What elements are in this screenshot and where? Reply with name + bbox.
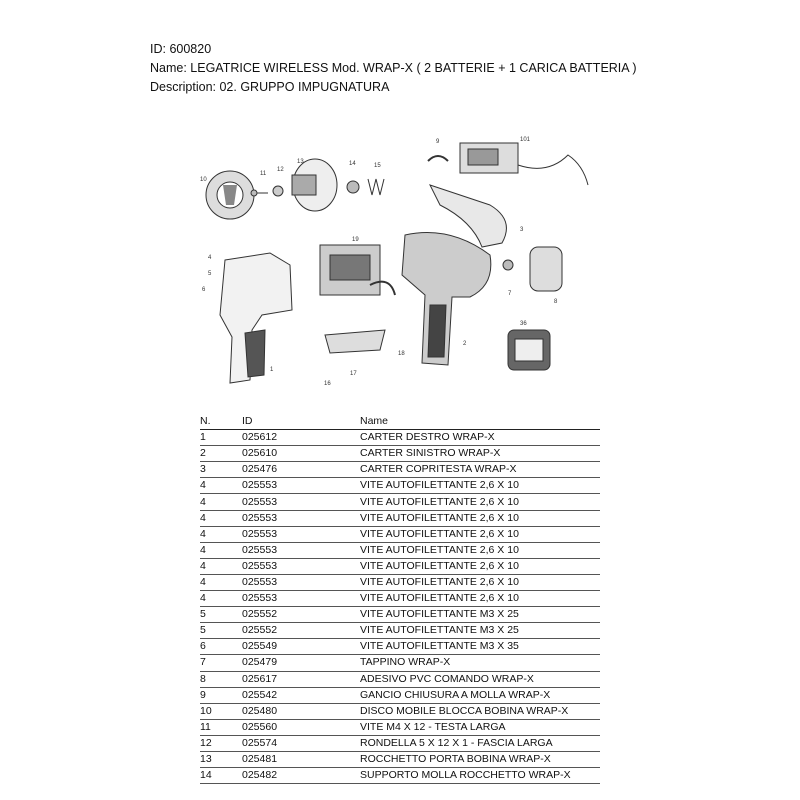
part-12-washer — [273, 186, 283, 196]
cell-n: 4 — [200, 494, 242, 510]
callout-16: 16 — [324, 381, 331, 387]
cell-n: 13 — [200, 751, 242, 767]
cell-id: 025482 — [242, 768, 360, 784]
callout-13: 13 — [297, 159, 304, 165]
table-row — [200, 607, 600, 623]
table-row — [200, 591, 600, 607]
cell-name: VITE AUTOFILETTANTE 2,6 X 10 — [360, 558, 600, 574]
callout-5: 5 — [208, 271, 212, 277]
cell-name: VITE AUTOFILETTANTE 2,6 X 10 — [360, 494, 600, 510]
table-row — [200, 751, 600, 767]
name-line: Name: LEGATRICE WIRELESS Mod. WRAP-X ( 2 BATTERIE + 1 CARICA BATTERIA ) — [150, 61, 637, 75]
callout-101: 101 — [520, 137, 531, 143]
cell-id: 025553 — [242, 591, 360, 607]
part-15-spring — [368, 179, 384, 195]
cell-n: 4 — [200, 574, 242, 590]
cell-id: 025574 — [242, 735, 360, 751]
cell-n: 5 — [200, 607, 242, 623]
cell-name: CARTER COPRITESTA WRAP-X — [360, 462, 600, 478]
cell-id: 025476 — [242, 462, 360, 478]
cell-n: 11 — [200, 719, 242, 735]
part-101-charger — [460, 143, 588, 185]
table-row — [200, 494, 600, 510]
cell-name: VITE AUTOFILETTANTE 2,6 X 10 — [360, 591, 600, 607]
cell-id: 025553 — [242, 478, 360, 494]
callout-36: 36 — [520, 321, 527, 327]
table-row — [200, 558, 600, 574]
cell-n: 4 — [200, 510, 242, 526]
parts-table — [200, 414, 600, 784]
table-row — [200, 768, 600, 784]
cell-name: GANCIO CHIUSURA A MOLLA WRAP-X — [360, 687, 600, 703]
cell-name: CARTER SINISTRO WRAP-X — [360, 446, 600, 462]
cell-id: 025553 — [242, 542, 360, 558]
cell-id: 025553 — [242, 574, 360, 590]
callout-6: 6 — [202, 287, 206, 293]
cell-name: VITE AUTOFILETTANTE 2,6 X 10 — [360, 526, 600, 542]
cell-id: 025560 — [242, 719, 360, 735]
callout-4: 4 — [208, 255, 212, 261]
cell-id: 025612 — [242, 430, 360, 446]
table-row — [200, 462, 600, 478]
part-11-screw — [251, 190, 268, 196]
callout-2: 2 — [463, 341, 467, 347]
cell-name: ADESIVO PVC COMANDO WRAP-X — [360, 671, 600, 687]
table-row — [200, 430, 600, 446]
table-row — [200, 526, 600, 542]
cell-name: VITE AUTOFILETTANTE M3 X 25 — [360, 623, 600, 639]
callout-8: 8 — [554, 299, 558, 305]
cell-name: ROCCHETTO PORTA BOBINA WRAP-X — [360, 751, 600, 767]
callout-1: 1 — [270, 367, 274, 373]
cell-name: SUPPORTO MOLLA ROCCHETTO WRAP-X — [360, 768, 600, 784]
cell-id: 025553 — [242, 510, 360, 526]
cell-id: 025610 — [242, 446, 360, 462]
cell-name: VITE AUTOFILETTANTE 2,6 X 10 — [360, 510, 600, 526]
callout-12: 12 — [277, 167, 284, 173]
cell-id: 025552 — [242, 607, 360, 623]
cell-name: VITE AUTOFILETTANTE 2,6 X 10 — [360, 574, 600, 590]
table-row — [200, 510, 600, 526]
callout-3: 3 — [520, 227, 524, 233]
cell-n: 4 — [200, 542, 242, 558]
cell-n: 12 — [200, 735, 242, 751]
cell-id: 025553 — [242, 494, 360, 510]
cell-name: CARTER DESTRO WRAP-X — [360, 430, 600, 446]
part-7-cap — [503, 260, 513, 270]
cell-id: 025553 — [242, 558, 360, 574]
cell-n: 3 — [200, 462, 242, 478]
cell-n: 14 — [200, 768, 242, 784]
callout-14: 14 — [349, 161, 356, 167]
document-header — [150, 40, 637, 97]
part-9-hook — [428, 156, 448, 161]
table-row — [200, 446, 600, 462]
callout-17: 17 — [350, 371, 357, 377]
part-2-left-housing — [402, 233, 491, 366]
table-row — [200, 703, 600, 719]
cell-id: 025549 — [242, 639, 360, 655]
description-line: Description: 02. GRUPPO IMPUGNATURA — [150, 80, 390, 94]
table-row — [200, 542, 600, 558]
id-line: ID: 600820 — [150, 42, 212, 56]
cell-n: 7 — [200, 655, 242, 671]
cell-name: DISCO MOBILE BLOCCA BOBINA WRAP-X — [360, 703, 600, 719]
cell-name: VITE AUTOFILETTANTE M3 X 25 — [360, 607, 600, 623]
cell-name: VITE AUTOFILETTANTE 2,6 X 10 — [360, 478, 600, 494]
column-header-n: N. — [200, 414, 242, 430]
cell-id: 025481 — [242, 751, 360, 767]
table-row — [200, 671, 600, 687]
callout-18: 18 — [398, 351, 405, 357]
cell-name: TAPPINO WRAP-X — [360, 655, 600, 671]
part-1-right-housing — [220, 253, 292, 383]
part-8-sticker — [530, 247, 562, 291]
cell-id: 025617 — [242, 671, 360, 687]
table-row — [200, 655, 600, 671]
table-row — [200, 687, 600, 703]
table-row — [200, 623, 600, 639]
callout-15: 15 — [374, 163, 381, 169]
table-row — [200, 574, 600, 590]
parts-table-body — [200, 430, 600, 784]
callout-11: 11 — [260, 171, 267, 177]
cell-id: 025553 — [242, 526, 360, 542]
cell-n: 8 — [200, 671, 242, 687]
cell-id: 025542 — [242, 687, 360, 703]
table-row — [200, 639, 600, 655]
cell-n: 2 — [200, 446, 242, 462]
cell-id: 025479 — [242, 655, 360, 671]
table-header-row — [200, 414, 600, 430]
part-10-disc — [206, 171, 254, 219]
column-header-name: Name — [360, 414, 600, 430]
table-row — [200, 719, 600, 735]
cell-n: 5 — [200, 623, 242, 639]
exploded-view-diagram — [190, 125, 610, 400]
cell-name: VITE AUTOFILETTANTE M3 X 35 — [360, 639, 600, 655]
cell-n: 1 — [200, 430, 242, 446]
part-17-bracket — [325, 330, 385, 353]
cell-name: RONDELLA 5 X 12 X 1 - FASCIA LARGA — [360, 735, 600, 751]
cell-n: 6 — [200, 639, 242, 655]
column-header-id: ID — [242, 414, 360, 430]
part-14-spring-support — [347, 181, 359, 193]
cell-n: 9 — [200, 687, 242, 703]
part-36-battery — [508, 330, 550, 370]
cell-id: 025552 — [242, 623, 360, 639]
cell-name: VITE M4 X 12 - TESTA LARGA — [360, 719, 600, 735]
callout-10: 10 — [200, 177, 207, 183]
cell-n: 10 — [200, 703, 242, 719]
part-13-spool — [292, 159, 337, 211]
part-19-mechanism — [320, 245, 395, 295]
cell-n: 4 — [200, 478, 242, 494]
cell-name: VITE AUTOFILETTANTE 2,6 X 10 — [360, 542, 600, 558]
callout-7: 7 — [508, 291, 512, 297]
callout-9: 9 — [436, 139, 440, 145]
cell-id: 025480 — [242, 703, 360, 719]
callout-19: 19 — [352, 237, 359, 243]
cell-n: 4 — [200, 526, 242, 542]
table-row — [200, 478, 600, 494]
cell-n: 4 — [200, 558, 242, 574]
cell-n: 4 — [200, 591, 242, 607]
table-row — [200, 735, 600, 751]
